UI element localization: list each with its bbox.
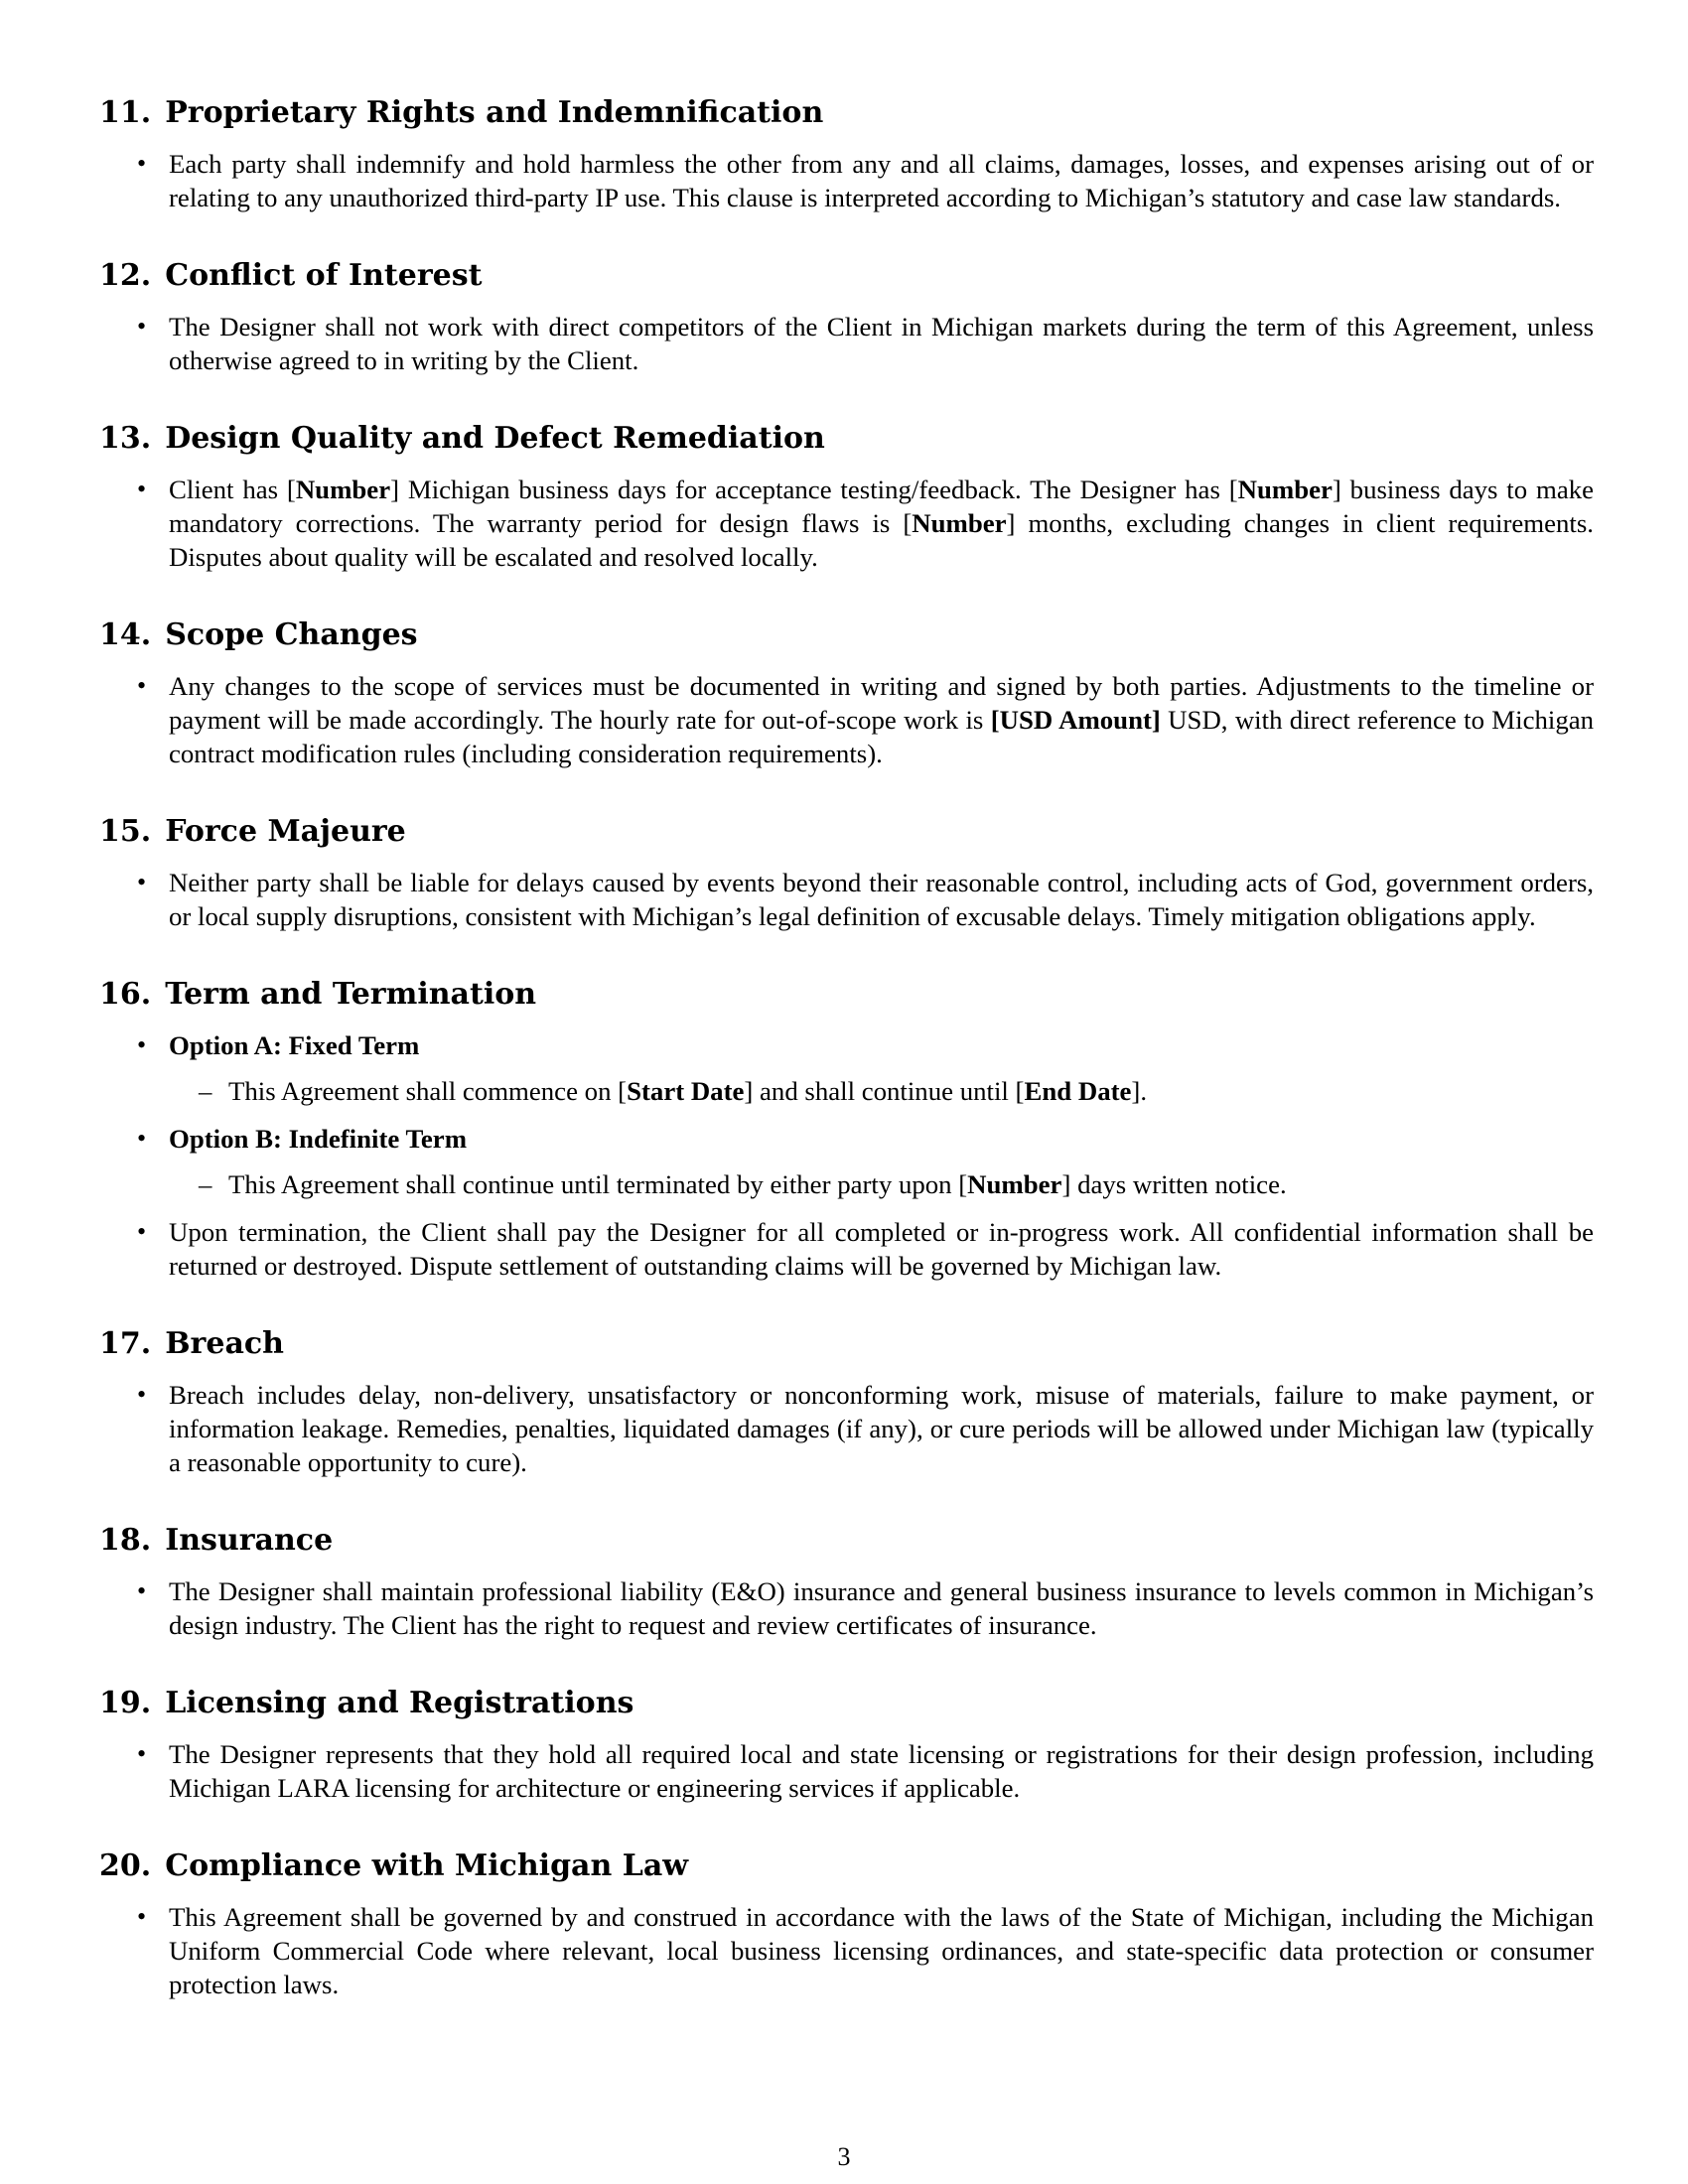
section-title: Proprietary Rights and Indemnification — [165, 95, 824, 130]
placeholder-field: Number — [1237, 475, 1333, 504]
bullet-list — [99, 310, 1594, 377]
placeholder-field: Number — [912, 508, 1007, 538]
section-heading — [99, 1326, 1594, 1362]
text-run: ] Michigan business days for acceptance testing/feedback. The Designer has [ — [390, 475, 1238, 504]
section-17 — [99, 1326, 1594, 1479]
section-heading — [99, 1686, 1594, 1721]
section-title: Licensing and Registrations — [165, 1686, 634, 1720]
bullet-item: • The Designer shall maintain professional liability (E&O) insurance and general business insurance to levels common in Michigan’s design industry. The Client has the right to request and review certificates of insurance. — [99, 1574, 1594, 1642]
section-13 — [99, 421, 1594, 574]
bullet-item: • Each party shall indemnify and hold harmless the other from any and all claims, damages, losses, and expenses arising out of or relating to any unauthorized third-party IP use. This clause is interpreted according to Michigan’s statutory and case law standards. — [99, 147, 1594, 214]
section-heading — [99, 95, 1594, 131]
section-number: 12. — [99, 258, 152, 293]
section-heading — [99, 617, 1594, 653]
option-b-item — [99, 1122, 1594, 1201]
section-number: 20. — [99, 1848, 152, 1883]
section-title: Compliance with Michigan Law — [165, 1848, 689, 1883]
option-a-item — [99, 1028, 1594, 1108]
section-16 — [99, 977, 1594, 1283]
section-number: 13. — [99, 421, 152, 456]
page-number: 3 — [837, 2142, 851, 2171]
section-number: 19. — [99, 1686, 152, 1720]
text-run: This Agreement shall commence on [ — [228, 1076, 628, 1106]
placeholder-field: End Date — [1024, 1076, 1132, 1106]
sub-list — [169, 1167, 1594, 1201]
option-b-title: Option B: Indefinite Term — [169, 1124, 468, 1154]
bullet-list — [99, 473, 1594, 574]
section-title: Term and Termination — [165, 977, 537, 1012]
text-run: Any changes to the scope of services must be documented in writing and signed by both parties. Adjustments to the timeline or payment will be made accordingly. The hourly rate for out-of-scope work is — [169, 671, 1594, 735]
section-title: Insurance — [165, 1523, 334, 1558]
section-14 — [99, 617, 1594, 770]
section-heading — [99, 1848, 1594, 1884]
placeholder-field: Number — [967, 1169, 1062, 1199]
bullet-item: • Upon termination, the Client shall pay the Designer for all completed or in-progress work. All confidential information shall be returned or destroyed. Dispute settlement of outstanding claims will be governed by Michigan law. — [99, 1215, 1594, 1283]
bullet-list — [99, 669, 1594, 770]
bullet-list — [99, 1737, 1594, 1805]
section-11 — [99, 95, 1594, 214]
text-run: ] business days to make mandatory corrections. The warranty period for design flaws is [ — [169, 475, 1595, 538]
section-title: Scope Changes — [165, 617, 418, 652]
bullet-item — [99, 473, 1594, 574]
section-number: 15. — [99, 814, 152, 849]
bullet-list — [99, 1378, 1594, 1479]
bullet-item: • Breach includes delay, non-delivery, unsatisfactory or nonconforming work, misuse of materials, failure to make payment, or information leakage. Remedies, penalties, liquidated damages (if any), or cure periods will be allowed under Michigan law (typically a reasonable opportunity to cure). — [99, 1378, 1594, 1479]
section-15 — [99, 814, 1594, 933]
section-number: 11. — [99, 95, 152, 130]
section-number: 17. — [99, 1326, 152, 1361]
bullet-list — [99, 866, 1594, 933]
text-run: ] and shall continue until [ — [744, 1076, 1025, 1106]
placeholder-field: Start Date — [627, 1076, 745, 1106]
bullet-list — [99, 1900, 1594, 2001]
section-heading — [99, 421, 1594, 457]
section-12 — [99, 258, 1594, 377]
bullet-item: • The Designer shall not work with direct competitors of the Client in Michigan markets during the term of this Agreement, unless otherwise agreed to in writing by the Client. — [99, 310, 1594, 377]
bullet-list — [99, 1028, 1594, 1283]
text-run: ] months, excluding changes in client requirements. Disputes about quality will be escalated and resolved locally. — [169, 508, 1594, 572]
section-number: 16. — [99, 977, 152, 1012]
section-title: Conflict of Interest — [165, 258, 483, 293]
text-run: ]. — [1131, 1076, 1148, 1106]
sub-list — [169, 1074, 1594, 1108]
section-18 — [99, 1523, 1594, 1642]
text-run: ] days written notice. — [1061, 1169, 1287, 1199]
section-19 — [99, 1686, 1594, 1805]
sub-item — [169, 1074, 1594, 1108]
placeholder-field: Number — [295, 475, 391, 504]
placeholder-field: [USD Amount] — [990, 705, 1161, 735]
section-number: 18. — [99, 1523, 152, 1558]
section-heading — [99, 977, 1594, 1013]
bullet-list — [99, 1574, 1594, 1642]
sub-item — [169, 1167, 1594, 1201]
section-title: Design Quality and Defect Remediation — [165, 421, 825, 456]
section-title: Breach — [165, 1326, 284, 1361]
option-a-title: Option A: Fixed Term — [169, 1030, 420, 1060]
section-20 — [99, 1848, 1594, 2001]
section-heading — [99, 258, 1594, 294]
section-title: Force Majeure — [165, 814, 406, 849]
document-page — [99, 95, 1594, 2045]
text-run: This Agreement shall continue until terminated by either party upon [ — [228, 1169, 968, 1199]
bullet-item: • Neither party shall be liable for delays caused by events beyond their reasonable control, including acts of God, government orders, or local supply disruptions, consistent with Michigan’s legal definition of excusable delays. Timely mitigation obligations apply. — [99, 866, 1594, 933]
text-run: USD, with direct reference to Michigan contract modification rules (including consideration requirements). — [169, 705, 1595, 768]
section-heading — [99, 1523, 1594, 1559]
bullet-item — [99, 669, 1594, 770]
bullet-item: • The Designer represents that they hold all required local and state licensing or registrations for their design profession, including Michigan LARA licensing for architecture or engineering services if applicable. — [99, 1737, 1594, 1805]
bullet-item: • This Agreement shall be governed by and construed in accordance with the laws of the State of Michigan, including the Michigan Uniform Commercial Code where relevant, local business licensing ordinances, and state-specific data protection or consumer protection laws. — [99, 1900, 1594, 2001]
text-run: Client has [ — [169, 475, 296, 504]
section-number: 14. — [99, 617, 152, 652]
bullet-list — [99, 147, 1594, 214]
section-heading — [99, 814, 1594, 850]
